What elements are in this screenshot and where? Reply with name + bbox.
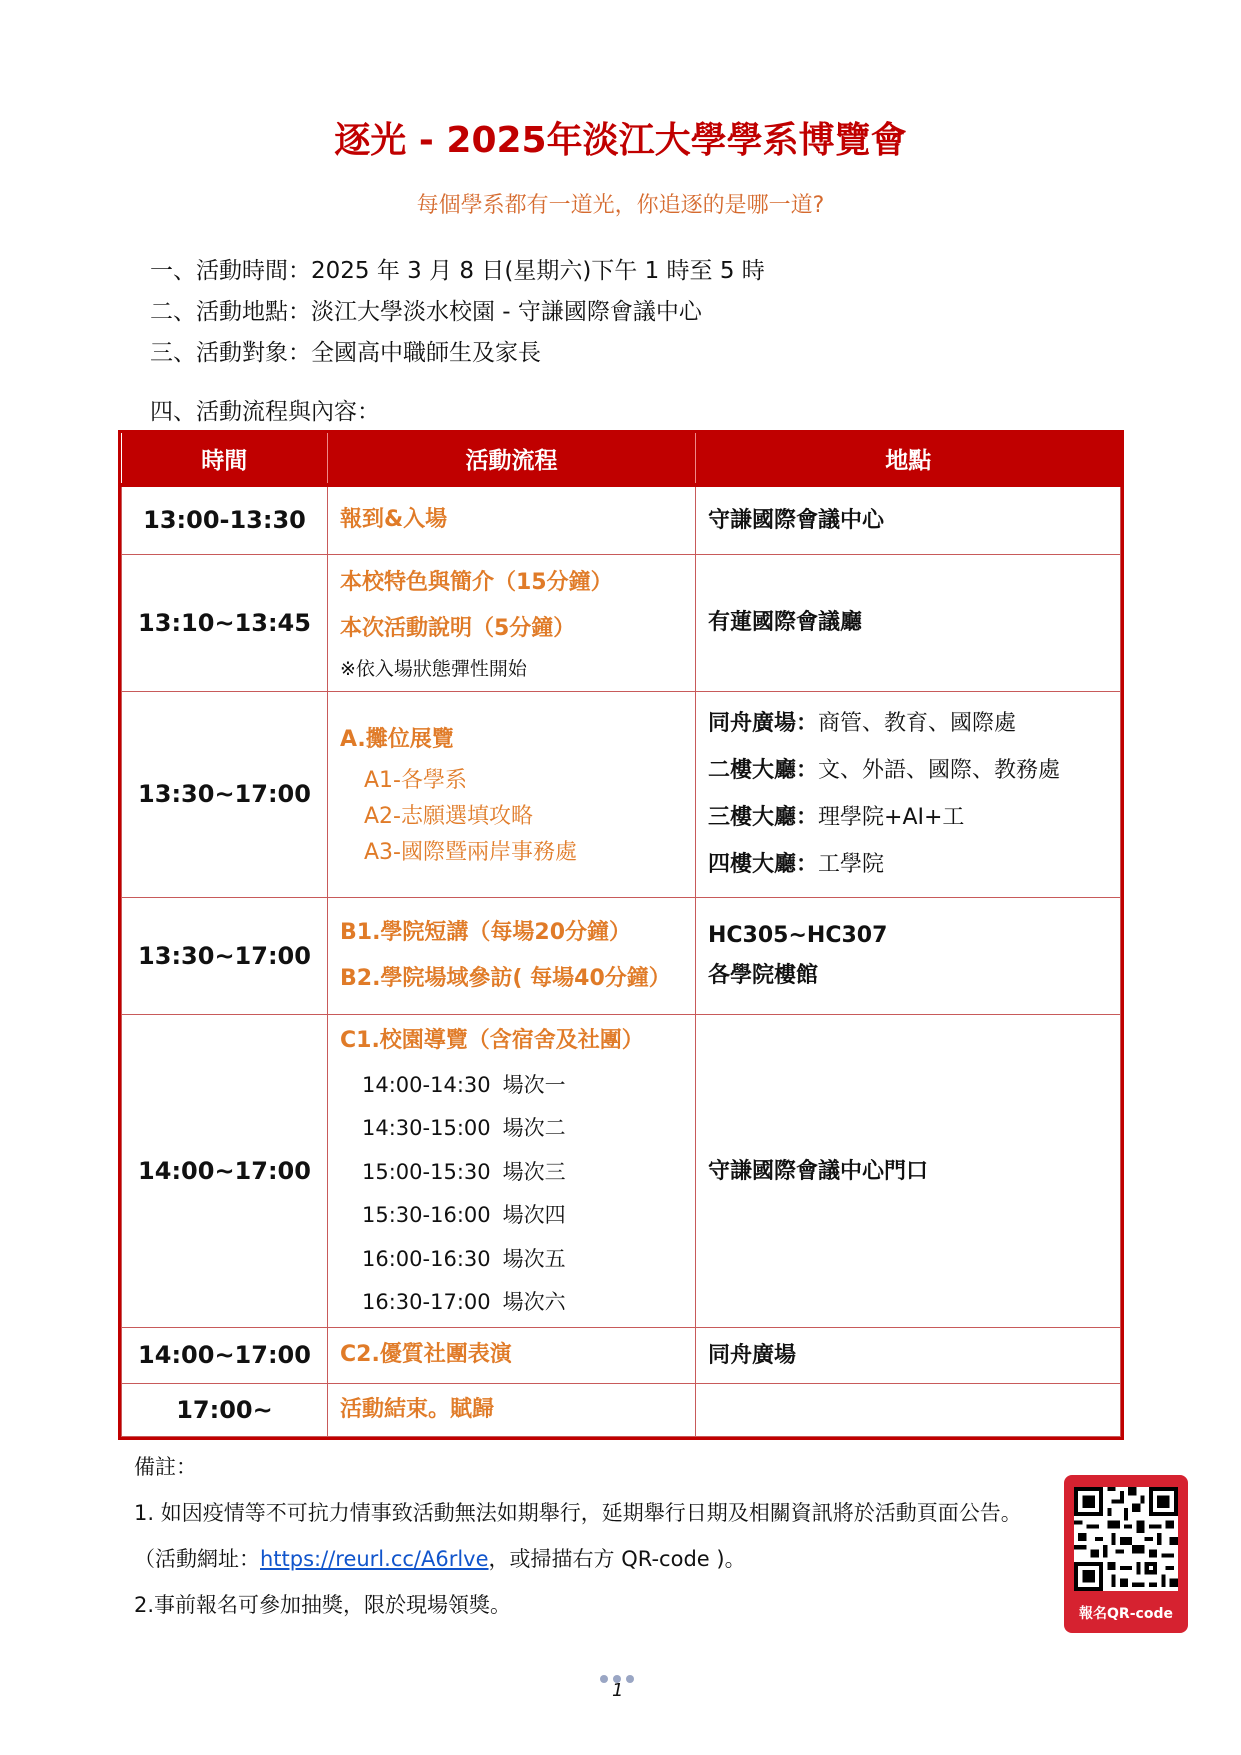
- location-line: [708, 841, 1108, 888]
- qr-caption: 報名QR-code: [1079, 1606, 1173, 1622]
- slot-label: 場次六: [502, 1290, 566, 1315]
- slot-time: 16:30-17:00: [362, 1290, 491, 1315]
- location-value: 理學院+AI+工: [818, 805, 965, 831]
- activity-sub-item: A2-志願選填攻略: [364, 804, 533, 830]
- row-time: 14:00~17:00: [122, 1015, 328, 1327]
- info-time: 一、活動時間：2025 年 3 月 8 日(星期六)下午 1 時至 5 時: [150, 258, 765, 284]
- slot-time: 15:00-15:30: [362, 1159, 491, 1184]
- header-activity: 活動流程: [328, 433, 696, 485]
- location-label: 同舟廣場：: [708, 711, 819, 737]
- table-row: [122, 1015, 1121, 1327]
- location-label: 二樓大廳：: [708, 758, 819, 784]
- slot-label: 場次二: [502, 1116, 566, 1141]
- slot-time: 14:00-14:30: [362, 1072, 491, 1097]
- remark-line-2-prefix: （活動網址：: [134, 1547, 260, 1571]
- table-header-row: [122, 433, 1121, 485]
- tour-slot: [340, 1194, 683, 1238]
- slot-time: 16:00-16:30: [362, 1246, 491, 1271]
- location-value: 工學院: [818, 852, 885, 878]
- row-time: 13:30~17:00: [122, 691, 328, 897]
- remark-line-2-suffix: ，或掃描右方 QR-code )。: [488, 1547, 746, 1571]
- activity-text: C2.優質社團表演: [340, 1342, 512, 1368]
- page-title: 逐光 - 2025年淡江大學學系博覽會: [334, 120, 907, 161]
- activity-text: 報到&入場: [340, 507, 448, 533]
- qr-code-card[interactable]: [1064, 1475, 1188, 1633]
- slot-time: 14:30-15:00: [362, 1116, 491, 1141]
- activity-text: 本校特色與簡介（15分鐘）: [340, 569, 613, 595]
- activity-text: 活動結束。賦歸: [340, 1396, 495, 1422]
- activity-text: B2.學院場域參訪( 每場40分鐘）: [340, 966, 671, 992]
- row-location: [696, 691, 1121, 897]
- remark-line-1: 1. 如因疫情等不可抗力情事致活動無法如期舉行，延期舉行日期及相關資訊將於活動頁面公告。: [134, 1501, 1022, 1525]
- location-line: [708, 700, 1108, 747]
- row-time: 17:00~: [122, 1383, 328, 1436]
- row-location: [696, 898, 1121, 1015]
- location-line: [708, 794, 1108, 841]
- slot-label: 場次一: [502, 1072, 566, 1097]
- row-activity: [328, 485, 696, 554]
- table-row: [122, 554, 1121, 691]
- table-row: [122, 691, 1121, 897]
- row-time: 13:00-13:30: [122, 485, 328, 554]
- table-row: [122, 898, 1121, 1015]
- location-text: HC305~HC307: [708, 923, 888, 949]
- location-value: 文、外語、國際、教務處: [818, 758, 1061, 784]
- location-text: 有蓮國際會議廳: [708, 610, 863, 636]
- row-location: [696, 485, 1121, 554]
- row-location: [696, 1327, 1121, 1383]
- remarks-heading: 備註：: [134, 1455, 197, 1479]
- page-dots-icon: [600, 1668, 642, 1678]
- header-location: 地點: [696, 433, 1121, 485]
- slot-time: 15:30-16:00: [362, 1203, 491, 1228]
- table-row: [122, 485, 1121, 554]
- row-time: 14:00~17:00: [122, 1327, 328, 1383]
- activity-sub-item: A3-國際暨兩岸事務處: [364, 840, 577, 866]
- info-location: 二、活動地點：淡江大學淡水校園 - 守謙國際會議中心: [150, 299, 702, 325]
- row-location: [696, 1015, 1121, 1327]
- row-activity: [328, 1383, 696, 1436]
- activity-text: B1.學院短講（每場20分鐘）: [340, 920, 632, 946]
- page-subtitle: 每個學系都有一道光，你追逐的是哪一道?: [416, 193, 825, 218]
- slot-label: 場次三: [502, 1159, 566, 1184]
- row-location: [696, 1383, 1121, 1436]
- activity-text: C1.校園導覽（含宿舍及社團）: [340, 1027, 644, 1053]
- row-activity: [328, 554, 696, 691]
- schedule-table: [118, 430, 1124, 1440]
- location-text: 各學院樓館: [708, 963, 819, 989]
- slot-label: 場次五: [502, 1246, 566, 1271]
- activity-text: 本次活動說明（5分鐘）: [340, 615, 576, 641]
- page-number: 1: [612, 1680, 624, 1701]
- location-line: [708, 747, 1108, 794]
- activity-sub-item: A1-各學系: [364, 768, 467, 794]
- tour-slot: [340, 1107, 683, 1151]
- location-text: 守謙國際會議中心: [708, 507, 885, 533]
- remark-line-3: 2.事前報名可參加抽獎，限於現場領獎。: [134, 1593, 512, 1617]
- row-location: [696, 554, 1121, 691]
- location-text: 同舟廣場: [708, 1342, 797, 1368]
- row-activity: [328, 1327, 696, 1383]
- info-schedule-heading: 四、活動流程與內容：: [150, 399, 380, 425]
- activity-note: ※依入場狀態彈性開始: [340, 657, 527, 680]
- remark-line-2: [134, 1543, 746, 1573]
- tour-slot: [340, 1238, 683, 1282]
- location-label: 三樓大廳：: [708, 805, 819, 831]
- header-time: 時間: [122, 433, 328, 485]
- tour-slot: [340, 1151, 683, 1195]
- row-activity: [328, 691, 696, 897]
- activity-text: A.攤位展覽: [340, 727, 454, 753]
- qr-code-icon[interactable]: [1074, 1487, 1178, 1591]
- location-text: 守謙國際會議中心門口: [708, 1158, 929, 1184]
- slot-label: 場次四: [502, 1203, 566, 1228]
- tour-slot: [340, 1281, 683, 1325]
- tour-slot: [340, 1064, 683, 1108]
- info-audience: 三、活動對象：全國高中職師生及家長: [150, 340, 541, 366]
- row-activity: [328, 898, 696, 1015]
- event-link[interactable]: https://reurl.cc/A6rlve: [260, 1547, 489, 1571]
- row-time: 13:30~17:00: [122, 898, 328, 1015]
- location-value: 商管、教育、國際處: [818, 711, 1017, 737]
- row-time: 13:10~13:45: [122, 554, 328, 691]
- table-row: [122, 1383, 1121, 1436]
- row-activity: [328, 1015, 696, 1327]
- table-row: [122, 1327, 1121, 1383]
- location-label: 四樓大廳：: [708, 852, 819, 878]
